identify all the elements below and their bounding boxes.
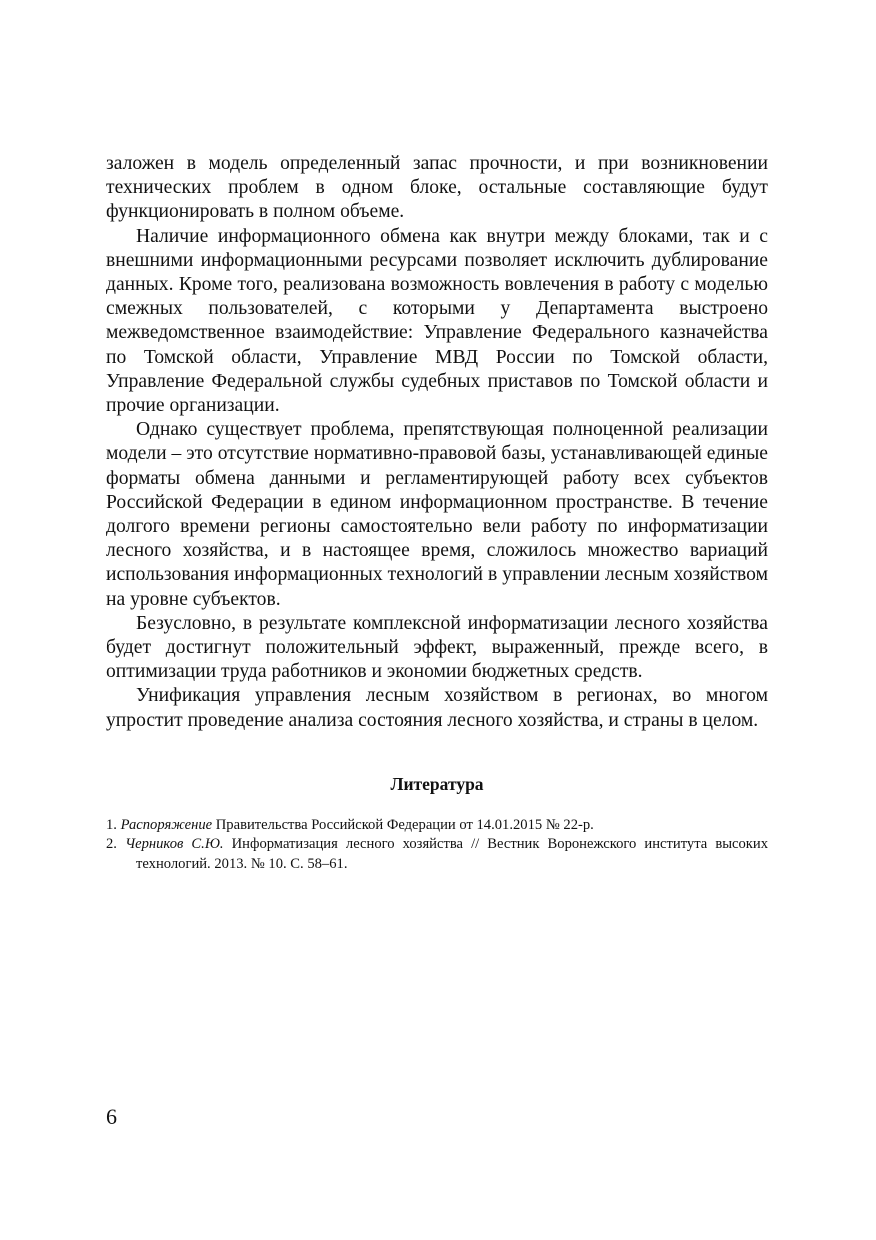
references-heading: Литература [390,774,484,794]
reference-author: Распоряжение [120,817,213,833]
reference-item-2 [106,835,768,874]
paragraph-3: Однако существует проблема, препятствующая полноценной реализации модели – это отсутствие нормативно-правовой базы, устанавливающей единые форматы обмена данными и регламентирующей работу всех субъектов Российской Федерации в едином информационном пространстве. В течение долгого времени регионы самостоятельно вели работу по информатизации лесного хозяйства, и в настоящее время, сложилось множество вариаций использования информационных технологий в управлении лесным хозяйством на уровне субъектов. [106,419,768,610]
reference-item-1 [106,816,768,835]
reference-author: Черников С.Ю. [125,836,224,853]
page-number: 6 [106,1104,117,1129]
body-text [106,152,768,733]
reference-number: 2. [106,836,117,853]
paragraph-4: Безусловно, в результате комплексной информатизации лесного хозяйства будет достигнут положительный эффект, выраженный, прежде всего, в оптимизации труда работников и экономии бюджетных средств. [106,612,768,683]
paragraph-1: заложен в модель определенный запас прочности, и при возникновении технических проблем в одном блоке, остальные составляющие будут функционировать в полном объеме. [106,153,768,223]
references-list [106,816,768,874]
reference-number: 1. [106,817,117,833]
paragraph-2: Наличие информационного обмена как внутри между блоками, так и с внешними информационными ресурсами позволяет исключить дублирование данных. Кроме того, реализована возможность вовлечения в работу с моделью смежных пользователей, с которыми у Департамента выстроено межведомственное взаимодействие: Управление Федерального казначейства по Томской области, Управление МВД России по Томской области, Управление Федеральной службы судебных приставов по Томской области и прочие организации. [106,225,768,417]
reference-text: Информатизация лесного хозяйства // Вестник Воронежского института высоких технологий. 2013. № 10. С. 58–61. [136,836,768,872]
paragraph-5: Унификация управления лесным хозяйством в регионах, во многом упростит проведение анализа состояния лесного хозяйства, и страны в целом. [106,685,768,731]
reference-text: Правительства Российской Федерации от 14.01.2015 № 22-р. [212,817,594,833]
